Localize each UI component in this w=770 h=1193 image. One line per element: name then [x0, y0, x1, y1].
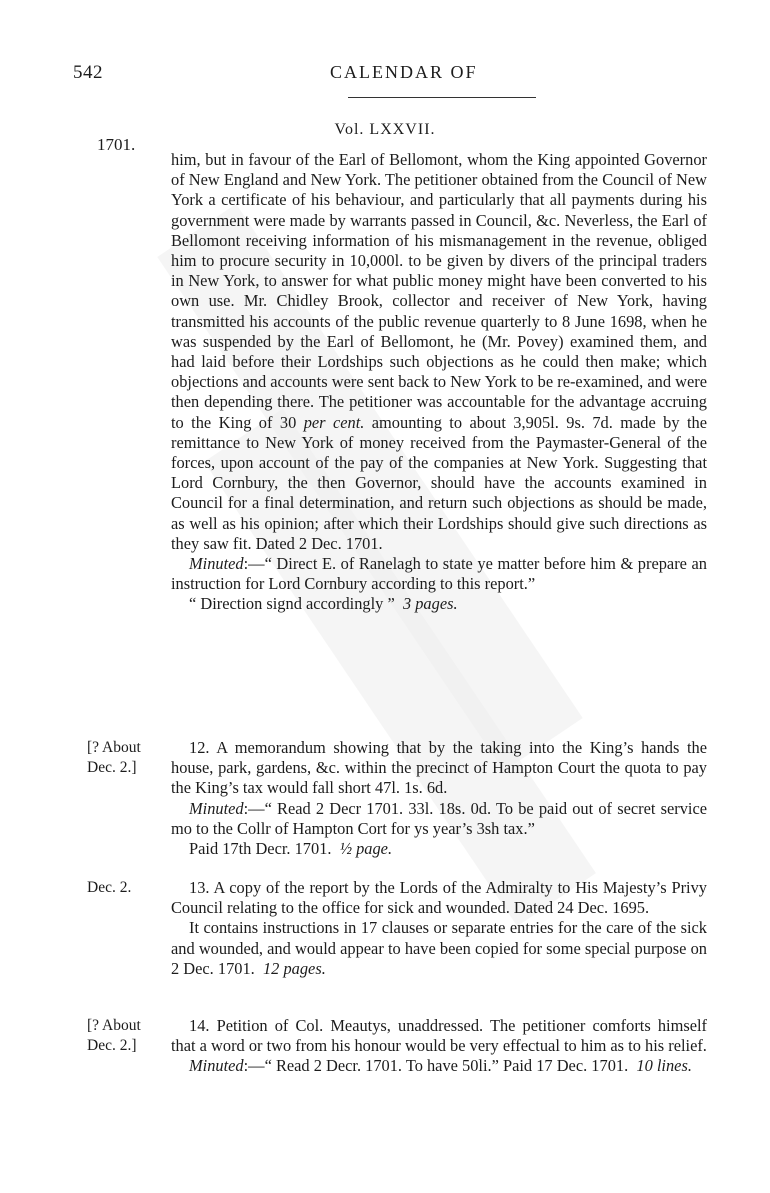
- entry-13-text2: [171, 918, 707, 979]
- entry-13-description: It contains instructions in 17 clauses or separate entries for the care of the sick and wounded, and would appear to have been copied for some special purpose on 2 Dec. 1701.: [171, 918, 707, 978]
- minuted-line: [171, 554, 707, 594]
- entry-12-paid: [171, 839, 707, 859]
- entry-14-minuted: [171, 1056, 707, 1076]
- entry-12-minuted: [171, 799, 707, 839]
- minuted-label: Minuted: [189, 554, 244, 574]
- entry-14-margin-date: [? About Dec. 2.]: [87, 1017, 141, 1054]
- continuation-text-after: amounting to about 3,905l. 9s. 7d. made by the remittance to New York of money received from the Paymaster-General of the forces, upon account of the pay of the companies at New York. Suggesting that Lord Cornbury, the then Governor, should have the accounts examined in Council for a final determination, and return such objections as should be made, as well as his opinion; after which their Lordships should give such directions as they saw fit. Dated 2 Dec. 1701.: [171, 412, 707, 553]
- page-header: [0, 62, 770, 92]
- entry-14-text: 14. Petition of Col. Meautys, unaddressed. The petitioner comforts himself that a word or two from his honour would be very effectual to him as to his relief.: [171, 1016, 707, 1056]
- entry-14: [171, 1016, 707, 1077]
- paid-text: Paid 17th Decr. 1701.: [189, 839, 332, 859]
- direction-text: “ Direction signd accordingly ”: [189, 594, 395, 614]
- direction-line: [171, 594, 707, 614]
- pages-note: ½ page.: [339, 839, 393, 859]
- header-rule: [348, 97, 536, 98]
- volume-heading: Vol. LXXVII.: [334, 121, 436, 138]
- minuted-text: :—“ Read 2 Decr. 1701. To have 50li.” Paid 17 Dec. 1701.: [243, 1056, 629, 1076]
- pages-note: 10 lines.: [636, 1056, 692, 1076]
- entry-12-text: 12. A memorandum showing that by the taking into the King’s hands the house, park, gardens, &c. within the precinct of Hampton Court the quota to pay the King’s tax would fall short 47l. 1s. 6d.: [171, 738, 707, 798]
- entry-13: [171, 878, 707, 979]
- continuation-block: [171, 150, 707, 615]
- pages-note: 12 pages.: [262, 958, 326, 978]
- entry-12-margin-date: [? About Dec. 2.]: [87, 739, 141, 776]
- continuation-paragraph: [171, 150, 707, 554]
- entry-13-text: 13. A copy of the report by the Lords of the Admiralty to His Majesty’s Privy Council relating to the office for sick and wounded. Dated 24 Dec. 1695.: [171, 878, 707, 918]
- per-cent-italic: per cent.: [303, 412, 365, 432]
- minuted-label: Minuted: [189, 798, 244, 818]
- continuation-text: him, but in favour of the Earl of Bellomont, whom the King appointed Governor of New England and New York. The petitioner obtained from the Council of New York a certificate of his behaviour, and particularly that all payments during his government were made by warrants passed in Council, &c. Neverless, the Earl of Bellomont receiving information of his mismanagement in the revenue, obliged him to procure security in 10,000l. to be given by divers of the principal traders in New York, to answer for what public money might have been converted to his own use. Mr. Chidley Brook, collector and receiver of New York, having transmitted his accounts of the public revenue quarterly to 8 June 1698, when he was suspended by the Earl of Bellomont, he (Mr. Povey) examined them, and had laid before their Lordships such objections as he could then make; which objections and accounts were sent back to New York to be re-examined, and were then depending there. The petitioner was accountable for the advantage accruing to the King of 30: [171, 150, 707, 432]
- entry-12: [171, 738, 707, 859]
- page-number: 542: [73, 62, 103, 83]
- minuted-text: :—“ Direct E. of Ranelagh to state ye matter before him & prepare an instruction for Lord Cornbury according to this report.”: [171, 554, 707, 594]
- minuted-text: :—“ Read 2 Decr 1701. 33l. 18s. 0d. To be paid out of secret service mo to the Collr of Hampton Cort for ys year’s 3sh tax.”: [171, 798, 707, 838]
- minuted-label: Minuted: [189, 1056, 244, 1076]
- pages-note: 3 pages.: [402, 594, 458, 614]
- entry-13-margin-date: Dec. 2.: [87, 879, 132, 896]
- running-head: CALENDAR OF: [330, 62, 478, 82]
- year-marginal: 1701.: [97, 135, 136, 154]
